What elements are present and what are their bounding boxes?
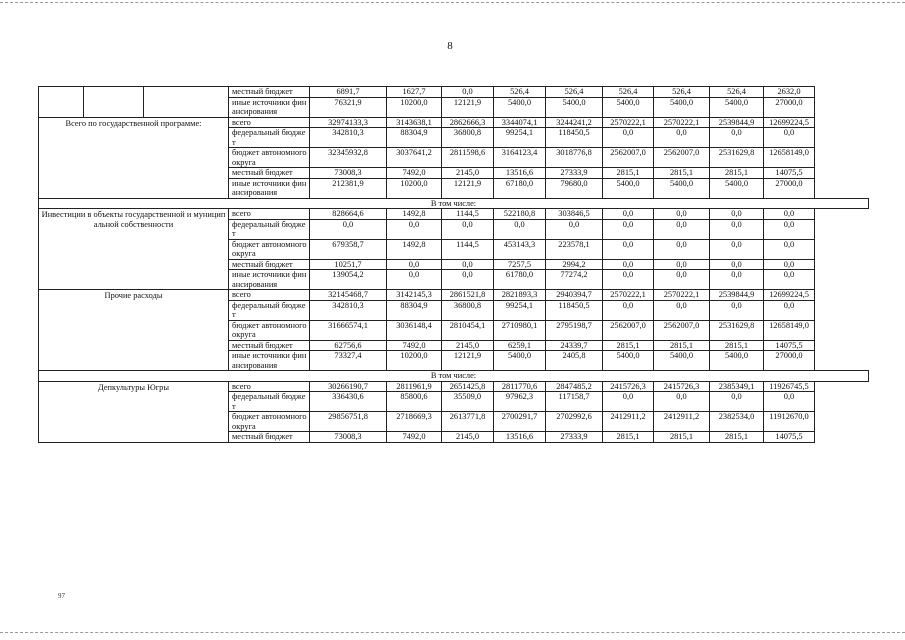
value-cell: 2415726,3 xyxy=(603,381,654,392)
value-cell: 2811598,6 xyxy=(442,148,494,168)
value-cell: 2613771,8 xyxy=(442,412,494,432)
value-cell: 7492,0 xyxy=(387,340,442,351)
subheader-row xyxy=(39,198,869,209)
value-cell: 5400,0 xyxy=(654,178,710,198)
value-cell: 73327,4 xyxy=(310,351,387,371)
value-cell: 0,0 xyxy=(710,300,764,320)
blank-cell xyxy=(39,87,84,118)
value-cell: 526,4 xyxy=(710,87,764,98)
value-cell: 0,0 xyxy=(710,209,764,220)
value-cell: 2531629,8 xyxy=(710,320,764,340)
value-cell: 0,0 xyxy=(710,270,764,290)
value-cell: 0,0 xyxy=(603,300,654,320)
value-cell: 32145468,7 xyxy=(310,290,387,301)
value-cell: 2415726,3 xyxy=(654,381,710,392)
value-cell: 2385349,1 xyxy=(710,381,764,392)
value-cell: 0,0 xyxy=(764,239,815,259)
value-cell: 0,0 xyxy=(764,259,815,270)
value-cell: 3036148,4 xyxy=(387,320,442,340)
value-cell: 88304,9 xyxy=(387,128,442,148)
value-cell: 3244241,2 xyxy=(546,117,603,128)
value-cell: 7492,0 xyxy=(387,168,442,179)
value-cell: 10251,7 xyxy=(310,259,387,270)
source-cell: федеральный бюджет xyxy=(229,300,310,320)
value-cell: 0,0 xyxy=(310,219,387,239)
value-cell: 2570222,1 xyxy=(603,290,654,301)
source-cell: местный бюджет xyxy=(229,432,310,443)
value-cell: 27333,9 xyxy=(546,432,603,443)
value-cell: 85800,6 xyxy=(387,392,442,412)
value-cell: 10200,0 xyxy=(387,97,442,117)
value-cell: 522180,8 xyxy=(494,209,546,220)
value-cell: 31666574,1 xyxy=(310,320,387,340)
value-cell: 0,0 xyxy=(710,392,764,412)
value-cell: 61780,0 xyxy=(494,270,546,290)
value-cell: 10200,0 xyxy=(387,351,442,371)
source-cell: бюджет автономного округа xyxy=(229,412,310,432)
group-name-cell: Всего по государственной программе: xyxy=(39,117,229,198)
value-cell: 342810,3 xyxy=(310,300,387,320)
value-cell: 2632,0 xyxy=(764,87,815,98)
value-cell: 5400,0 xyxy=(710,97,764,117)
value-cell: 97962,3 xyxy=(494,392,546,412)
group-name-cell: Инвестиции в объекты государственной и муниципальной собственности xyxy=(39,209,229,290)
value-cell: 2562007,0 xyxy=(603,148,654,168)
source-cell: всего xyxy=(229,381,310,392)
page-bottom-edge xyxy=(0,632,905,633)
group-name-cell: Прочие расходы xyxy=(39,290,229,371)
value-cell: 2145,0 xyxy=(442,432,494,443)
value-cell: 0,0 xyxy=(442,219,494,239)
value-cell: 2847485,2 xyxy=(546,381,603,392)
value-cell: 2145,0 xyxy=(442,340,494,351)
value-cell: 88304,9 xyxy=(387,300,442,320)
value-cell: 0,0 xyxy=(764,270,815,290)
value-cell: 2815,1 xyxy=(710,168,764,179)
value-cell: 0,0 xyxy=(764,128,815,148)
value-cell: 0,0 xyxy=(387,259,442,270)
value-cell: 6891,7 xyxy=(310,87,387,98)
value-cell: 0,0 xyxy=(603,209,654,220)
value-cell: 35509,0 xyxy=(442,392,494,412)
value-cell: 2815,1 xyxy=(710,432,764,443)
value-cell: 2940394,7 xyxy=(546,290,603,301)
value-cell: 5400,0 xyxy=(546,97,603,117)
value-cell: 0,0 xyxy=(764,392,815,412)
value-cell: 14075,5 xyxy=(764,168,815,179)
value-cell: 0,0 xyxy=(603,219,654,239)
value-cell: 27000,0 xyxy=(764,351,815,371)
page-top-edge xyxy=(0,2,905,3)
budget-table xyxy=(38,86,869,443)
value-cell: 11926745,5 xyxy=(764,381,815,392)
value-cell: 7492,0 xyxy=(387,432,442,443)
value-cell: 3142145,3 xyxy=(387,290,442,301)
value-cell: 0,0 xyxy=(654,392,710,412)
value-cell: 1627,7 xyxy=(387,87,442,98)
blank-cell xyxy=(84,87,144,118)
value-cell: 0,0 xyxy=(654,128,710,148)
value-cell: 0,0 xyxy=(654,209,710,220)
value-cell: 7257,5 xyxy=(494,259,546,270)
source-cell: иные источники финансирования xyxy=(229,178,310,198)
value-cell: 0,0 xyxy=(603,128,654,148)
value-cell: 679358,7 xyxy=(310,239,387,259)
value-cell: 2412911,2 xyxy=(654,412,710,432)
value-cell: 2702992,6 xyxy=(546,412,603,432)
value-cell: 5400,0 xyxy=(603,178,654,198)
source-cell: всего xyxy=(229,117,310,128)
value-cell: 2570222,1 xyxy=(603,117,654,128)
value-cell: 118450,5 xyxy=(546,300,603,320)
value-cell: 5400,0 xyxy=(654,97,710,117)
value-cell: 2810454,1 xyxy=(442,320,494,340)
value-cell: 0,0 xyxy=(442,87,494,98)
value-cell: 2811961,9 xyxy=(387,381,442,392)
value-cell: 0,0 xyxy=(710,239,764,259)
value-cell: 2815,1 xyxy=(603,168,654,179)
value-cell: 117158,7 xyxy=(546,392,603,412)
value-cell: 27333,9 xyxy=(546,168,603,179)
value-cell: 2539844,9 xyxy=(710,117,764,128)
value-cell: 0,0 xyxy=(654,300,710,320)
value-cell: 0,0 xyxy=(654,259,710,270)
source-cell: местный бюджет xyxy=(229,87,310,98)
value-cell: 2815,1 xyxy=(654,340,710,351)
value-cell: 3018776,8 xyxy=(546,148,603,168)
value-cell: 12121,9 xyxy=(442,178,494,198)
value-cell: 2700291,7 xyxy=(494,412,546,432)
value-cell: 6259,1 xyxy=(494,340,546,351)
value-cell: 1144,5 xyxy=(442,209,494,220)
table-row xyxy=(39,381,869,392)
value-cell: 0,0 xyxy=(442,270,494,290)
value-cell: 32974133,3 xyxy=(310,117,387,128)
source-cell: бюджет автономного округа xyxy=(229,148,310,168)
value-cell: 2405,8 xyxy=(546,351,603,371)
value-cell: 12658149,0 xyxy=(764,320,815,340)
value-cell: 2710980,1 xyxy=(494,320,546,340)
value-cell: 73008,3 xyxy=(310,168,387,179)
value-cell: 3344074,1 xyxy=(494,117,546,128)
value-cell: 2570222,1 xyxy=(654,117,710,128)
value-cell: 2531629,8 xyxy=(710,148,764,168)
value-cell: 453143,3 xyxy=(494,239,546,259)
value-cell: 3164123,4 xyxy=(494,148,546,168)
value-cell: 27000,0 xyxy=(764,97,815,117)
value-cell: 0,0 xyxy=(387,270,442,290)
value-cell: 1144,5 xyxy=(442,239,494,259)
value-cell: 0,0 xyxy=(442,259,494,270)
table-row xyxy=(39,117,869,128)
subheader-label: В том числе: xyxy=(39,371,869,382)
value-cell: 32345932,8 xyxy=(310,148,387,168)
value-cell: 2861521,8 xyxy=(442,290,494,301)
source-cell: иные источники финансирования xyxy=(229,351,310,371)
value-cell: 99254,1 xyxy=(494,128,546,148)
value-cell: 0,0 xyxy=(764,209,815,220)
subheader-label: В том числе: xyxy=(39,198,869,209)
value-cell: 0,0 xyxy=(603,259,654,270)
table-row xyxy=(39,209,869,220)
source-cell: местный бюджет xyxy=(229,340,310,351)
source-cell: бюджет автономного округа xyxy=(229,239,310,259)
page-number: 8 xyxy=(447,40,453,52)
value-cell: 73008,3 xyxy=(310,432,387,443)
source-cell: бюджет автономного округа xyxy=(229,320,310,340)
value-cell: 0,0 xyxy=(710,259,764,270)
table-row xyxy=(39,87,869,98)
value-cell: 0,0 xyxy=(764,219,815,239)
value-cell: 2651425,8 xyxy=(442,381,494,392)
value-cell: 0,0 xyxy=(710,128,764,148)
value-cell: 5400,0 xyxy=(710,178,764,198)
group-name-cell: Депкультуры Югры xyxy=(39,381,229,442)
value-cell: 2145,0 xyxy=(442,168,494,179)
value-cell: 118450,5 xyxy=(546,128,603,148)
value-cell: 67180,0 xyxy=(494,178,546,198)
value-cell: 12699224,5 xyxy=(764,117,815,128)
value-cell: 24339,7 xyxy=(546,340,603,351)
value-cell: 29856751,8 xyxy=(310,412,387,432)
value-cell: 30266190,7 xyxy=(310,381,387,392)
source-cell: федеральный бюджет xyxy=(229,392,310,412)
value-cell: 342810,3 xyxy=(310,128,387,148)
value-cell: 2821893,3 xyxy=(494,290,546,301)
value-cell: 303846,5 xyxy=(546,209,603,220)
source-cell: федеральный бюджет xyxy=(229,128,310,148)
value-cell: 526,4 xyxy=(546,87,603,98)
footer-mark: 97 xyxy=(58,592,65,600)
value-cell: 12699224,5 xyxy=(764,290,815,301)
value-cell: 336430,6 xyxy=(310,392,387,412)
value-cell: 5400,0 xyxy=(494,97,546,117)
value-cell: 0,0 xyxy=(654,239,710,259)
value-cell: 5400,0 xyxy=(710,351,764,371)
blank-cell xyxy=(144,87,229,118)
value-cell: 2718669,3 xyxy=(387,412,442,432)
value-cell: 139054,2 xyxy=(310,270,387,290)
value-cell: 5400,0 xyxy=(654,351,710,371)
value-cell: 27000,0 xyxy=(764,178,815,198)
value-cell: 2815,1 xyxy=(603,340,654,351)
source-cell: всего xyxy=(229,290,310,301)
value-cell: 526,4 xyxy=(494,87,546,98)
value-cell: 10200,0 xyxy=(387,178,442,198)
value-cell: 2562007,0 xyxy=(603,320,654,340)
source-cell: федеральный бюджет xyxy=(229,219,310,239)
value-cell: 12121,9 xyxy=(442,97,494,117)
value-cell: 0,0 xyxy=(654,219,710,239)
value-cell: 1492,8 xyxy=(387,239,442,259)
value-cell: 2382534,0 xyxy=(710,412,764,432)
source-cell: иные источники финансирования xyxy=(229,270,310,290)
source-cell: иные источники финансирования xyxy=(229,97,310,117)
value-cell: 11912670,0 xyxy=(764,412,815,432)
source-cell: всего xyxy=(229,209,310,220)
value-cell: 79680,0 xyxy=(546,178,603,198)
value-cell: 2562007,0 xyxy=(654,320,710,340)
value-cell: 62756,6 xyxy=(310,340,387,351)
value-cell: 2412911,2 xyxy=(603,412,654,432)
value-cell: 3037641,2 xyxy=(387,148,442,168)
value-cell: 12658149,0 xyxy=(764,148,815,168)
value-cell: 99254,1 xyxy=(494,300,546,320)
value-cell: 13516,6 xyxy=(494,432,546,443)
value-cell: 2539844,9 xyxy=(710,290,764,301)
value-cell: 2570222,1 xyxy=(654,290,710,301)
value-cell: 0,0 xyxy=(764,300,815,320)
value-cell: 3143638,1 xyxy=(387,117,442,128)
value-cell: 0,0 xyxy=(603,392,654,412)
value-cell: 14075,5 xyxy=(764,432,815,443)
value-cell: 0,0 xyxy=(387,219,442,239)
value-cell: 2994,2 xyxy=(546,259,603,270)
value-cell: 2562007,0 xyxy=(654,148,710,168)
value-cell: 5400,0 xyxy=(603,97,654,117)
value-cell: 2795198,7 xyxy=(546,320,603,340)
value-cell: 2815,1 xyxy=(710,340,764,351)
value-cell: 0,0 xyxy=(494,219,546,239)
value-cell: 0,0 xyxy=(710,219,764,239)
source-cell: местный бюджет xyxy=(229,168,310,179)
value-cell: 77274,2 xyxy=(546,270,603,290)
value-cell: 212381,9 xyxy=(310,178,387,198)
value-cell: 223578,1 xyxy=(546,239,603,259)
value-cell: 5400,0 xyxy=(603,351,654,371)
value-cell: 2815,1 xyxy=(603,432,654,443)
subheader-row xyxy=(39,371,869,382)
value-cell: 13516,6 xyxy=(494,168,546,179)
value-cell: 14075,5 xyxy=(764,340,815,351)
value-cell: 526,4 xyxy=(654,87,710,98)
value-cell: 76321,9 xyxy=(310,97,387,117)
value-cell: 12121,9 xyxy=(442,351,494,371)
table-row xyxy=(39,290,869,301)
value-cell: 828664,6 xyxy=(310,209,387,220)
value-cell: 5400,0 xyxy=(494,351,546,371)
value-cell: 36800,8 xyxy=(442,300,494,320)
value-cell: 0,0 xyxy=(654,270,710,290)
source-cell: местный бюджет xyxy=(229,259,310,270)
value-cell: 526,4 xyxy=(603,87,654,98)
value-cell: 1492,8 xyxy=(387,209,442,220)
value-cell: 0,0 xyxy=(603,270,654,290)
value-cell: 2862666,3 xyxy=(442,117,494,128)
value-cell: 2815,1 xyxy=(654,168,710,179)
value-cell: 2811770,6 xyxy=(494,381,546,392)
value-cell: 0,0 xyxy=(546,219,603,239)
value-cell: 2815,1 xyxy=(654,432,710,443)
value-cell: 36800,8 xyxy=(442,128,494,148)
value-cell: 0,0 xyxy=(603,239,654,259)
